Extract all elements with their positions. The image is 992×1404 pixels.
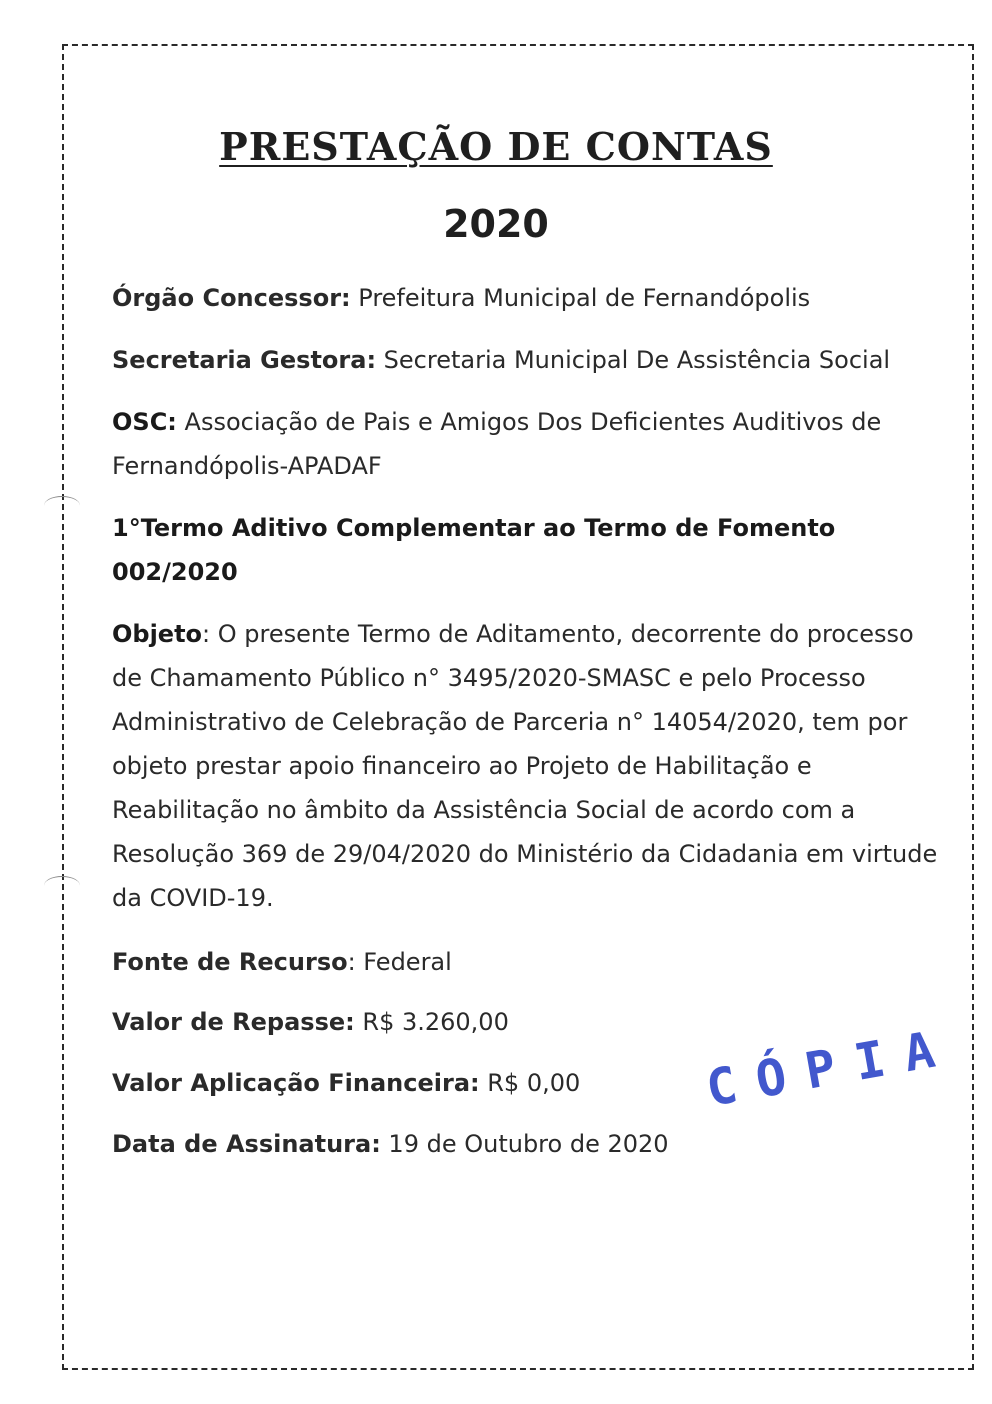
- secretaria-gestora-label: Secretaria Gestora:: [112, 346, 377, 374]
- punch-hole-mark-top: [44, 496, 80, 515]
- orgao-concessor-value: Prefeitura Municipal de Fernandópolis: [350, 284, 811, 312]
- objeto-field: [112, 612, 942, 920]
- orgao-concessor-field: [112, 276, 810, 320]
- valor-repasse-field: [112, 1000, 509, 1044]
- valor-repasse-value: R$ 3.260,00: [354, 1008, 509, 1036]
- osc-label: OSC:: [112, 408, 177, 436]
- data-assinatura-label: Data de Assinatura:: [112, 1130, 381, 1158]
- secretaria-gestora-value: Secretaria Municipal De Assistência Social: [376, 346, 891, 374]
- document-title: [0, 124, 992, 169]
- valor-aplicacao-label: Valor Aplicação Financeira:: [112, 1069, 480, 1097]
- valor-repasse-label: Valor de Repasse:: [112, 1008, 355, 1036]
- title-text: PRESTAÇÃO DE CONTAS: [219, 124, 773, 169]
- data-assinatura-value: 19 de Outubro de 2020: [380, 1130, 669, 1158]
- document-year: 2020: [443, 202, 549, 246]
- fonte-recurso-value: : Federal: [347, 948, 452, 976]
- valor-aplicacao-field: [112, 1061, 580, 1105]
- secretaria-gestora-field: [112, 338, 890, 382]
- punch-hole-mark-bottom: [44, 876, 80, 895]
- termo-aditivo-heading: 1°Termo Aditivo Complementar ao Termo de Fomento 002/2020: [112, 514, 836, 586]
- fonte-recurso-label: Fonte de Recurso: [112, 948, 348, 976]
- copia-stamp: CÓPIA: [701, 1017, 959, 1118]
- osc-field: [112, 400, 932, 488]
- objeto-label: Objeto: [112, 620, 203, 648]
- fonte-recurso-field: [112, 940, 452, 984]
- data-assinatura-field: [112, 1122, 669, 1166]
- valor-aplicacao-value: R$ 0,00: [479, 1069, 581, 1097]
- objeto-value: : O presente Termo de Aditamento, decorrente do processo de Chamamento Público n° 3495/2020-SMASC e pelo Processo Administrativo de Celebração de Parceria n° 14054/2020, tem por objeto prestar apoio financeiro ao Projeto de Habilitação e Reabilitação no âmbito da Assistência Social de acordo com a Resolução 369 de 29/04/2020 do Ministério da Cidadania em virtude da COVID-19.: [112, 620, 938, 912]
- osc-value: Associação de Pais e Amigos Dos Deficientes Auditivos de Fernandópolis-APADAF: [112, 408, 882, 480]
- orgao-concessor-label: Órgão Concessor:: [112, 284, 351, 312]
